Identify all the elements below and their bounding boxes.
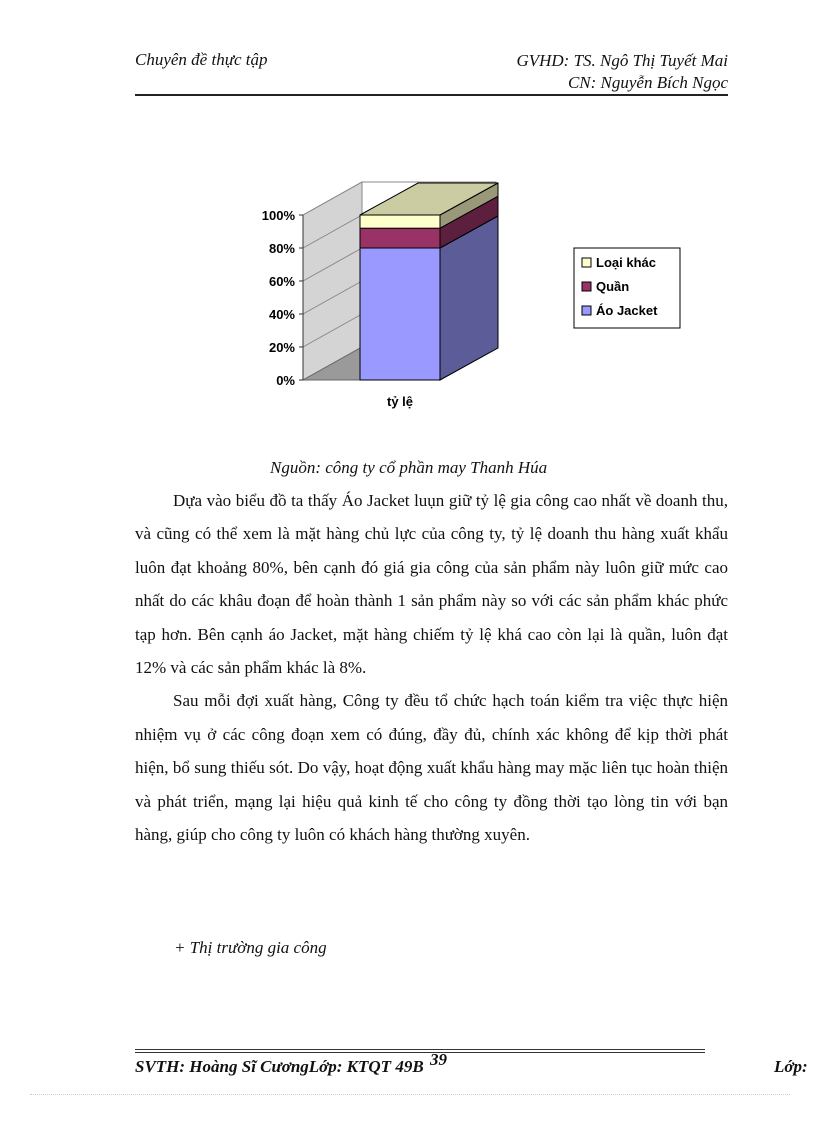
y-tick-label: 80%	[268, 241, 295, 256]
y-tick-label: 100%	[261, 208, 295, 223]
header-supervisors	[516, 50, 728, 94]
bar-segment-front	[360, 215, 440, 228]
stacked-bar-chart	[240, 160, 700, 420]
paragraph-2: Sau mỗi đợi xuất hàng, Công ty đều tổ chức hạch toán kiểm tra việc thực hiện nhiệm vụ ở các công đoạn xem có đúng, đầy đủ, chính xác không để kịp thời phát hiện, bổ sung thiếu sót. Do vậy, hoạt động xuất khẩu hàng may mặc liên tục hoàn thiện và phát triển, mạng lại hiệu quả kinh tế cho công ty đồng thời tạo lòng tin với bạn hàng, giúp cho công ty luôn có khách hàng thường xuyên.	[135, 691, 728, 845]
legend-swatch	[582, 306, 591, 315]
y-tick-label: 40%	[268, 307, 295, 322]
legend-swatch	[582, 258, 591, 267]
footer-rule-bottom	[135, 1052, 705, 1053]
bar-segment-front	[360, 248, 440, 380]
legend-label: Quần	[596, 279, 630, 294]
legend-label: Áo Jacket	[596, 303, 658, 318]
source-note: Nguồn: công ty cổ phần may Thanh Húa	[270, 458, 548, 477]
header-supervisor-cn: CN: Nguyễn Bích Ngọc	[567, 73, 728, 92]
header-rule	[135, 94, 728, 96]
paragraph-1: Dựa vào biểu đồ ta thấy Áo Jacket luụn giữ tỷ lệ gia công cao nhất về doanh thu, và cũng có thể xem là mặt hàng chủ lực của công ty, tỷ lệ doanh thu hàng xuất khẩu luôn đạt khoảng 80%, bên cạnh đó giá gia công của sản phẩm này luôn giữ mức cao nhất do các khâu đoạn để hoàn thành 1 sản phẩm này so với các sản phẩm khác phức tạp hơn. Bên cạnh áo Jacket, mặt hàng chiếm tỷ lệ khá cao còn lại là quần, luôn đạt 12% và các sản phẩm khác là 8%.	[135, 491, 728, 678]
page-bottom-divider	[30, 1094, 790, 1095]
footer-class-label: Lớp:	[774, 1057, 808, 1076]
body-text	[135, 484, 728, 851]
bar-segment-front	[360, 228, 440, 248]
legend-swatch	[582, 282, 591, 291]
x-category-label: tỷ lệ	[386, 394, 414, 409]
y-tick-label: 20%	[268, 340, 295, 355]
subheading-market: + Thị trường gia công	[174, 938, 327, 957]
header-supervisor-gvhd: GVHD: TS. Ngô Thị Tuyết Mai	[516, 51, 728, 70]
legend-label: Loại khác	[596, 255, 656, 270]
page-number: 39	[430, 1050, 447, 1069]
chart-side-wall	[303, 182, 362, 380]
y-tick-label: 60%	[268, 274, 295, 289]
footer-student: SVTH: Hoàng Sĩ CươngLớp: KTQT 49B	[135, 1057, 424, 1076]
footer-rule-top	[135, 1049, 705, 1050]
header-course-title: Chuyên đề thực tập	[135, 50, 268, 69]
y-tick-label: 0%	[276, 373, 295, 388]
